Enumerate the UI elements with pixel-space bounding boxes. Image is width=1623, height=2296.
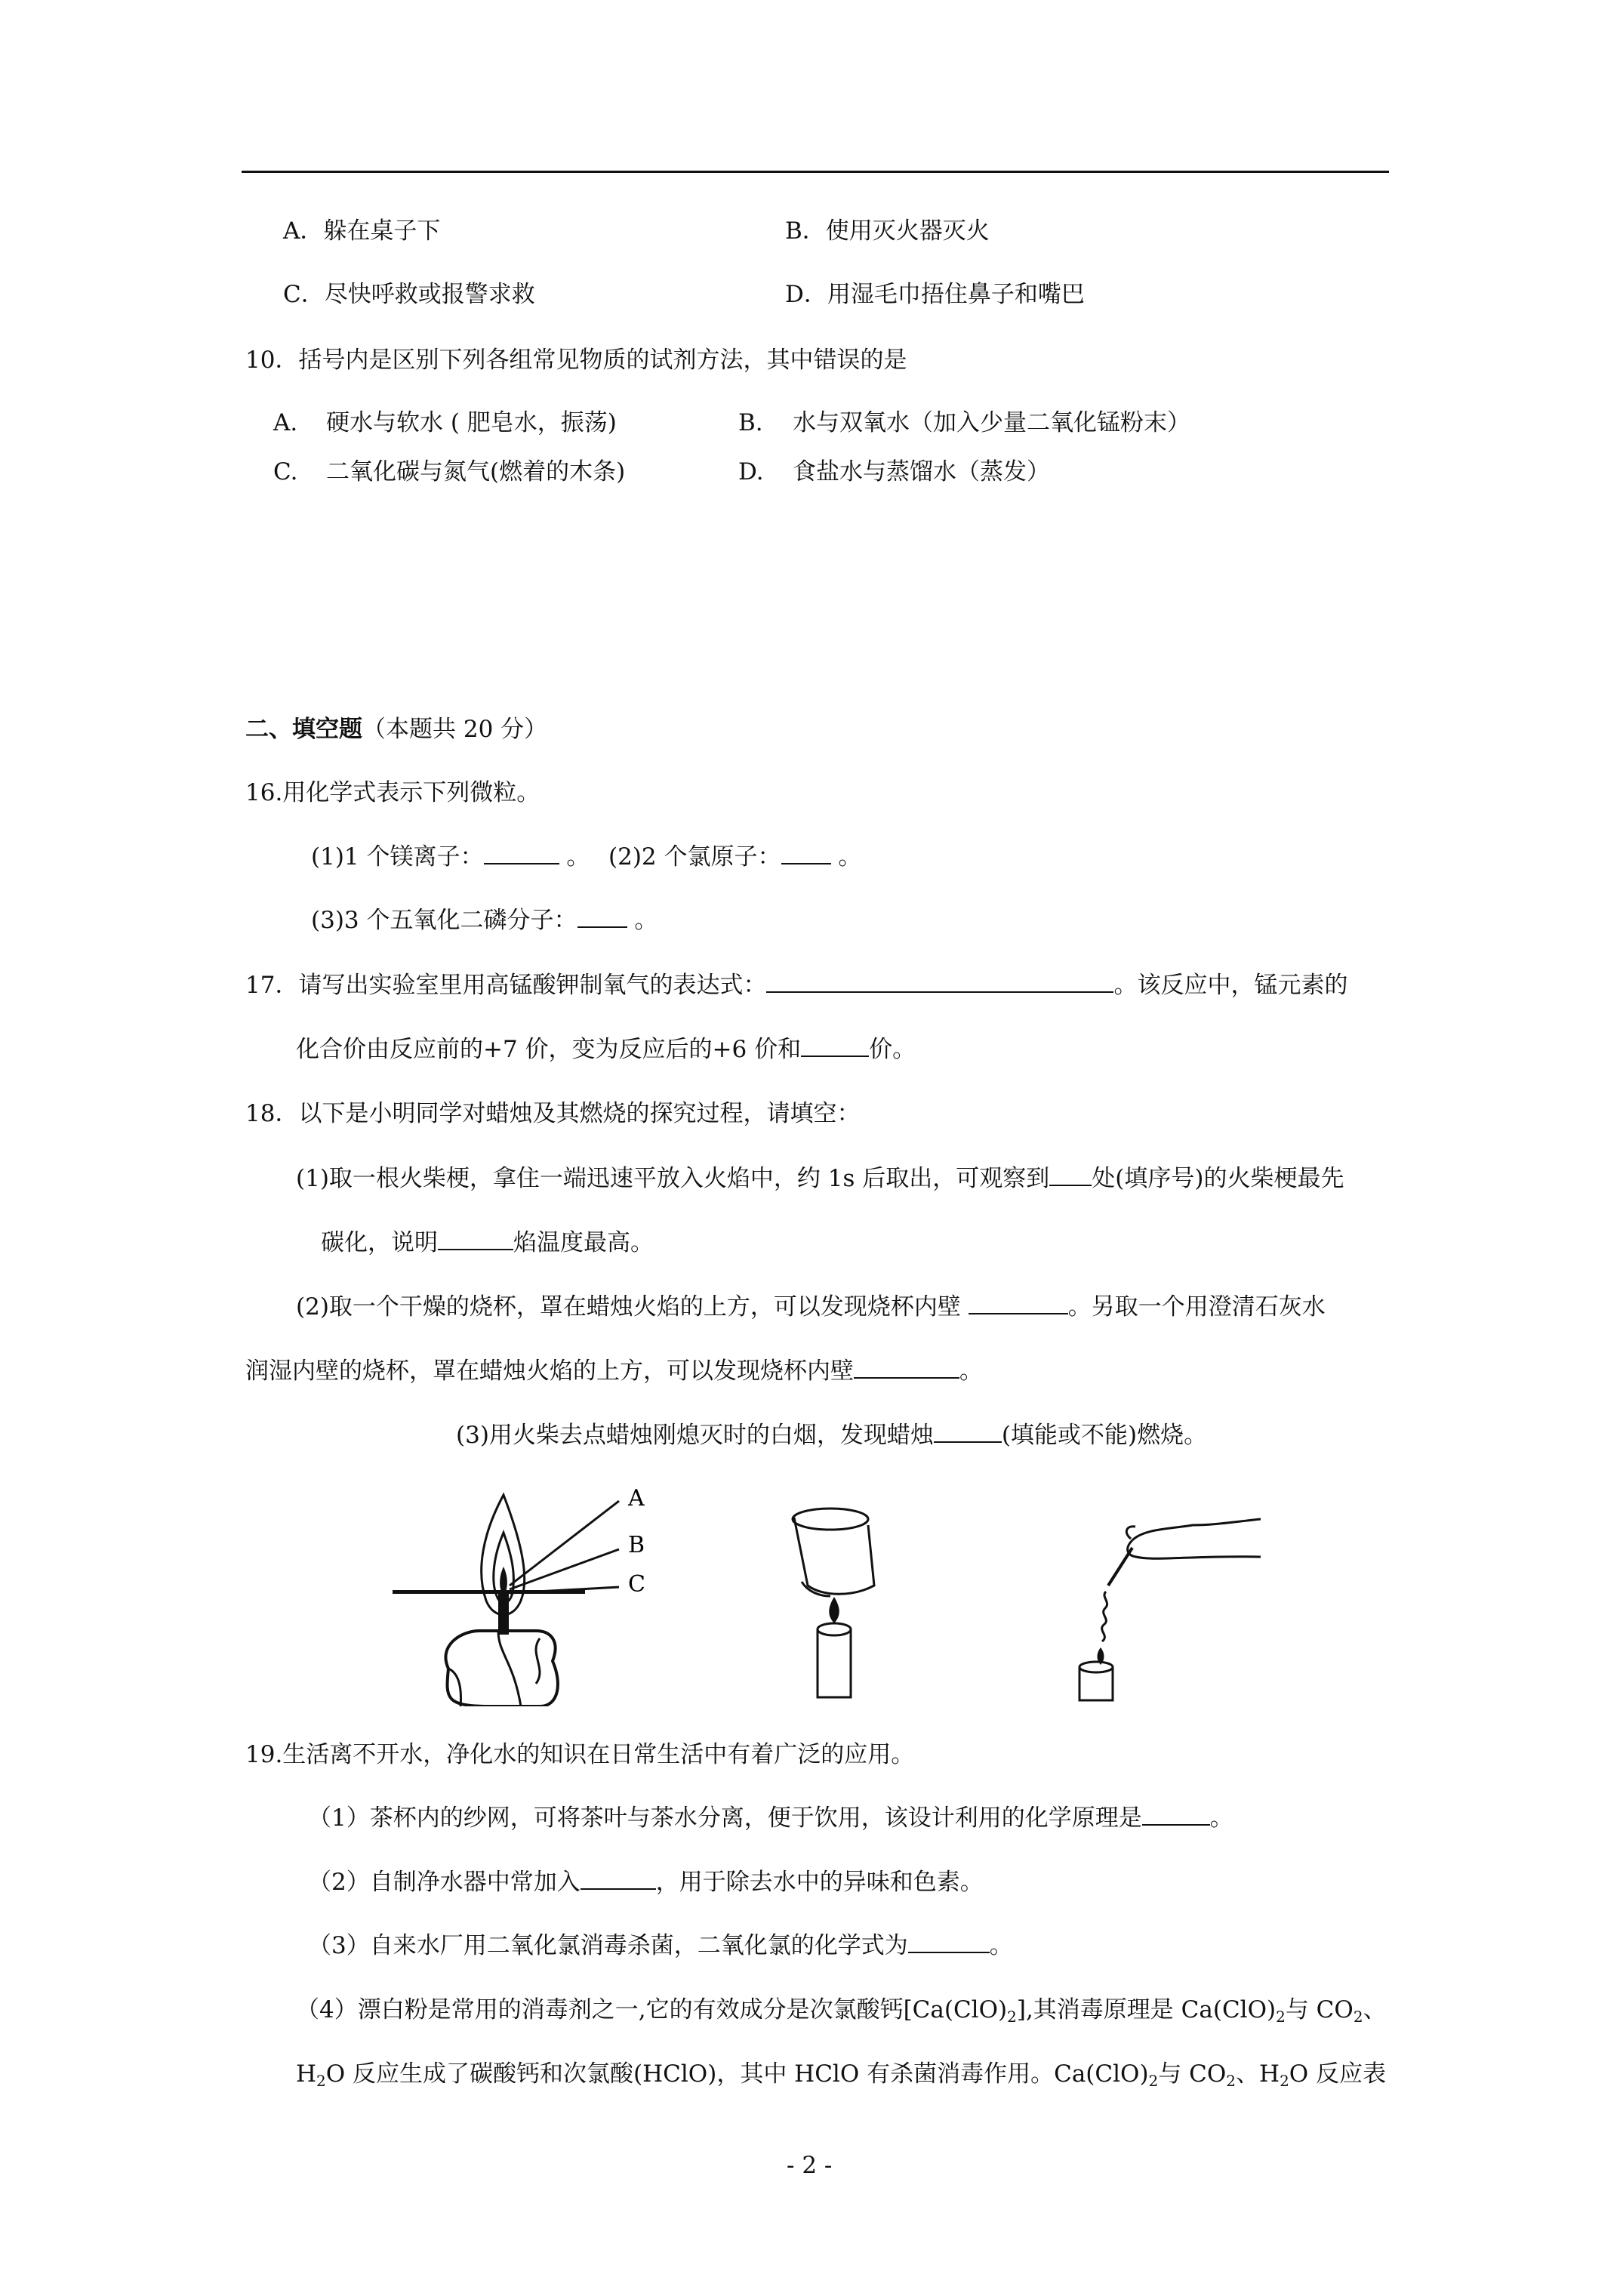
- q18-part1-line2: 碳化，说明 焰温度最高。: [321, 1229, 654, 1256]
- q10-d-letter: D.: [738, 458, 764, 485]
- q18-part3: (3)用火柴去点蜡烛刚熄灭时的白烟，发现蜡烛 (填能或不能)燃烧。: [456, 1422, 1208, 1449]
- answer-blank: [766, 970, 1113, 993]
- answer-blank: [934, 1420, 1002, 1443]
- q19-stem: 19.生活离不开水，净化水的知识在日常生活中有着广泛的应用。: [245, 1741, 915, 1768]
- q9-option-c: C．尽快呼救或报警求救: [283, 281, 535, 308]
- figure-label-c: C: [628, 1571, 645, 1598]
- q19-part3: （3）自来水厂用二氧化氯消毒杀菌，二氧化氯的化学式为 。: [308, 1932, 1013, 1959]
- q9-option-d: D．用湿毛巾捂住鼻子和嘴巴: [785, 281, 1085, 308]
- page-number: - 2 -: [787, 2152, 833, 2179]
- answer-blank: [484, 842, 559, 864]
- q9-option-b: B．使用灭火器灭火: [785, 217, 990, 245]
- answer-blank: [1049, 1163, 1092, 1186]
- answer-blank: [781, 842, 831, 864]
- q19-part4-line1: （4）漂白粉是常用的消毒剂之一,它的有效成分是次氯酸钙$[Ca(ClO)_2]$,其消毒原理是 $Ca(ClO)_2$与 $CO_2$、: [296, 1996, 1387, 2026]
- answer-blank: [801, 1034, 869, 1057]
- header-rule: [242, 171, 1389, 173]
- q16-part3: (3)3 个五氧化二磷分子： 。: [311, 907, 658, 934]
- q10-a-text: 硬水与软水 ( 肥皂水，振荡): [326, 409, 617, 436]
- q10-stem: 10．括号内是区别下列各组常见物质的试剂方法，其中错误的是: [245, 347, 907, 374]
- q17-line2: 化合价由反应前的+7 价，变为反应后的+6 价和 价。: [296, 1036, 916, 1063]
- relighting-candle-figure: [1042, 1502, 1268, 1706]
- q10-a-letter: A.: [273, 409, 298, 436]
- q9-option-a: A．躲在桌子下: [283, 217, 441, 245]
- q18-part2-line2: 润湿内壁的烧杯，罩在蜡烛火焰的上方，可以发现烧杯内壁 。: [245, 1358, 983, 1385]
- section-2-heading: 二、填空题（本题共 20 分）: [245, 716, 548, 743]
- q18-part1-line1: (1)取一根火柴梗，拿住一端迅速平放入火焰中，约 1s 后取出，可观察到 处(填序号)的火柴梗最先: [296, 1165, 1344, 1192]
- q19-part2: （2）自制净水器中常加入 ，用于除去水中的异味和色素。: [308, 1869, 984, 1896]
- match-in-flame-figure: [393, 1480, 679, 1706]
- q10-d-text: 食盐水与蒸馏水（蒸发）: [793, 458, 1050, 485]
- q19-part4-line2: $H_2O$ 反应生成了碳酸钙和次氯酸(HClO)，其中 HClO 有杀菌消毒作用。$Ca(ClO)_2$与 $CO_2$、$H_2O$ 反应表: [296, 2060, 1387, 2090]
- q16-stem: 16.用化学式表示下列微粒。: [245, 779, 540, 806]
- q10-b-text: 水与双氧水（加入少量二氧化锰粉末）: [793, 409, 1190, 436]
- answer-blank: [854, 1356, 959, 1379]
- q10-c-letter: C.: [273, 458, 298, 485]
- q19-part1: （1）茶杯内的纱网，可将茶叶与茶水分离，便于饮用，该设计利用的化学原理是 。: [308, 1804, 1233, 1832]
- q17-line1: 17．请写出实验室里用高锰酸钾制氧气的表达式： 。该反应中，锰元素的: [245, 972, 1348, 999]
- answer-blank: [908, 1931, 990, 1953]
- q18-stem: 18．以下是小明同学对蜡烛及其燃烧的探究过程，请填空：: [245, 1100, 861, 1127]
- figure-label-a: A: [628, 1485, 645, 1512]
- q10-b-letter: B.: [738, 409, 763, 436]
- beaker-over-candle-figure: [778, 1502, 898, 1706]
- answer-blank: [1142, 1803, 1210, 1826]
- answer-blank: [969, 1292, 1068, 1314]
- answer-blank: [577, 905, 627, 928]
- q18-part2-line1: (2)取一个干燥的烧杯，罩在蜡烛火焰的上方，可以发现烧杯内壁 。另取一个用澄清石灰水: [296, 1293, 1326, 1321]
- q10-c-text: 二氧化碳与氮气(燃着的木条): [326, 458, 626, 485]
- answer-blank: [581, 1867, 656, 1890]
- q16-part1: (1)1 个镁离子： 。: [311, 843, 590, 871]
- answer-blank: [438, 1228, 513, 1250]
- q16-part2: (2)2 个氯原子： 。: [608, 843, 862, 871]
- figure-label-b: B: [628, 1532, 645, 1558]
